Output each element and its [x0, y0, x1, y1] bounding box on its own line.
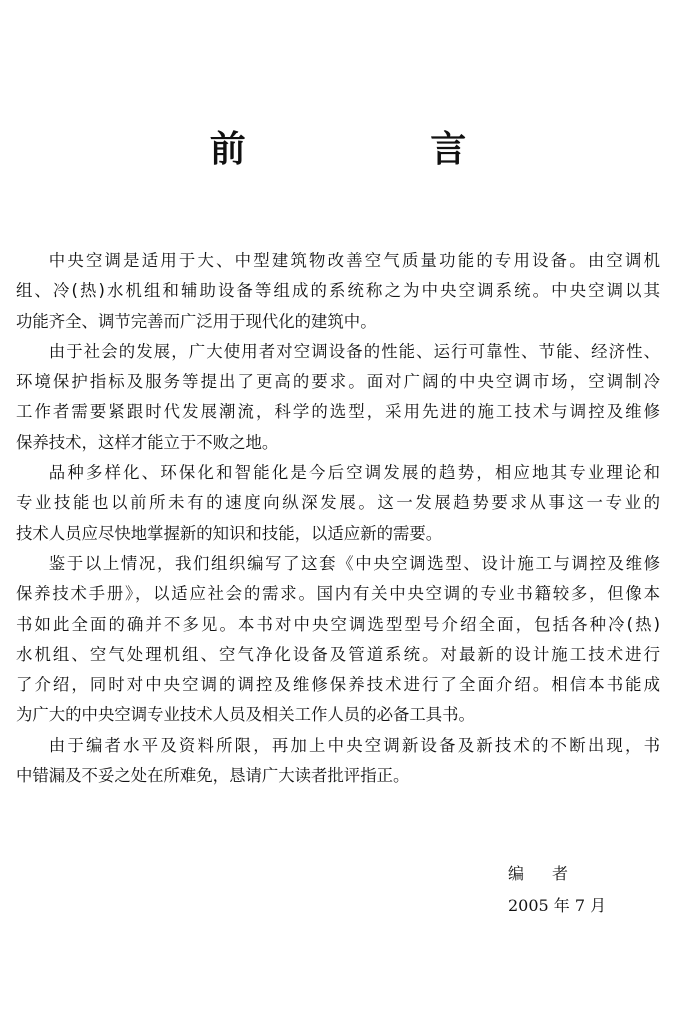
text-line: 鉴于以上情况，我们组织编写了这套《中央空调选型、设计施工与调控及维修: [48, 553, 660, 573]
text-line: 保养技术，这样才能立于不败之地。: [16, 432, 279, 452]
text-line: 环境保护指标及服务等提出了更高的要求。面对广阔的中央空调市场，空调制冷: [16, 372, 660, 392]
text-line: 由于社会的发展，广大使用者对空调设备的性能、运行可靠性、节能、经济性、: [48, 341, 660, 361]
text-line: 中错漏及不妥之处在所难免，恳请广大读者批评指正。: [16, 766, 410, 786]
text-line: 工作者需要紧跟时代发展潮流，科学的选型，采用先进的施工技术与调控及维修: [16, 402, 660, 422]
date-label: 2005 年 7 月: [508, 896, 607, 915]
signature-block: [508, 860, 606, 920]
paragraph: [16, 337, 660, 458]
text-line: 组、冷(热)水机组和辅助设备等组成的系统称之为中央空调系统。中央空调以其: [16, 281, 660, 301]
text-line: 专业技能也以前所未有的速度向纵深发展。这一发展趋势要求从事这一专业的: [16, 493, 660, 513]
text-line: 技术人员应尽快地掌握新的知识和技能，以适应新的需要。: [16, 523, 443, 543]
text-line: 功能齐全、调节完善而广泛用于现代化的建筑中。: [16, 311, 377, 331]
text-line: 保养技术手册》，以适应社会的需求。国内有关中央空调的专业书籍较多，但像本: [16, 584, 660, 604]
paragraph: [16, 731, 660, 792]
page-title: 前 言: [209, 129, 553, 170]
author-label: 编者: [508, 864, 597, 883]
text-line: 水机组、空气处理机组、空气净化设备及管道系统。对最新的设计施工技术进行: [16, 644, 660, 664]
text-line: 了介绍，同时对中央空调的调控及维修保养技术进行了全面介绍。相信本书能成: [16, 675, 660, 695]
text-line: 品种多样化、环保化和智能化是今后空调发展的趋势，相应地其专业理论和: [48, 463, 660, 483]
text-line: 书如此全面的确并不多见。本书对中央空调选型型号介绍全面，包括各种冷(热): [16, 614, 660, 634]
paragraph: [16, 246, 660, 337]
text-line: 由于编者水平及资料所限，再加上中央空调新设备及新技术的不断出现，书: [48, 735, 660, 755]
text-line: 中央空调是适用于大、中型建筑物改善空气质量功能的专用设备。由空调机: [48, 251, 660, 270]
paragraph: [16, 458, 660, 549]
text-line: 为广大的中央空调专业技术人员及相关工作人员的必备工具书。: [16, 705, 475, 725]
paragraph: [16, 549, 660, 731]
preface-body: [16, 246, 660, 791]
